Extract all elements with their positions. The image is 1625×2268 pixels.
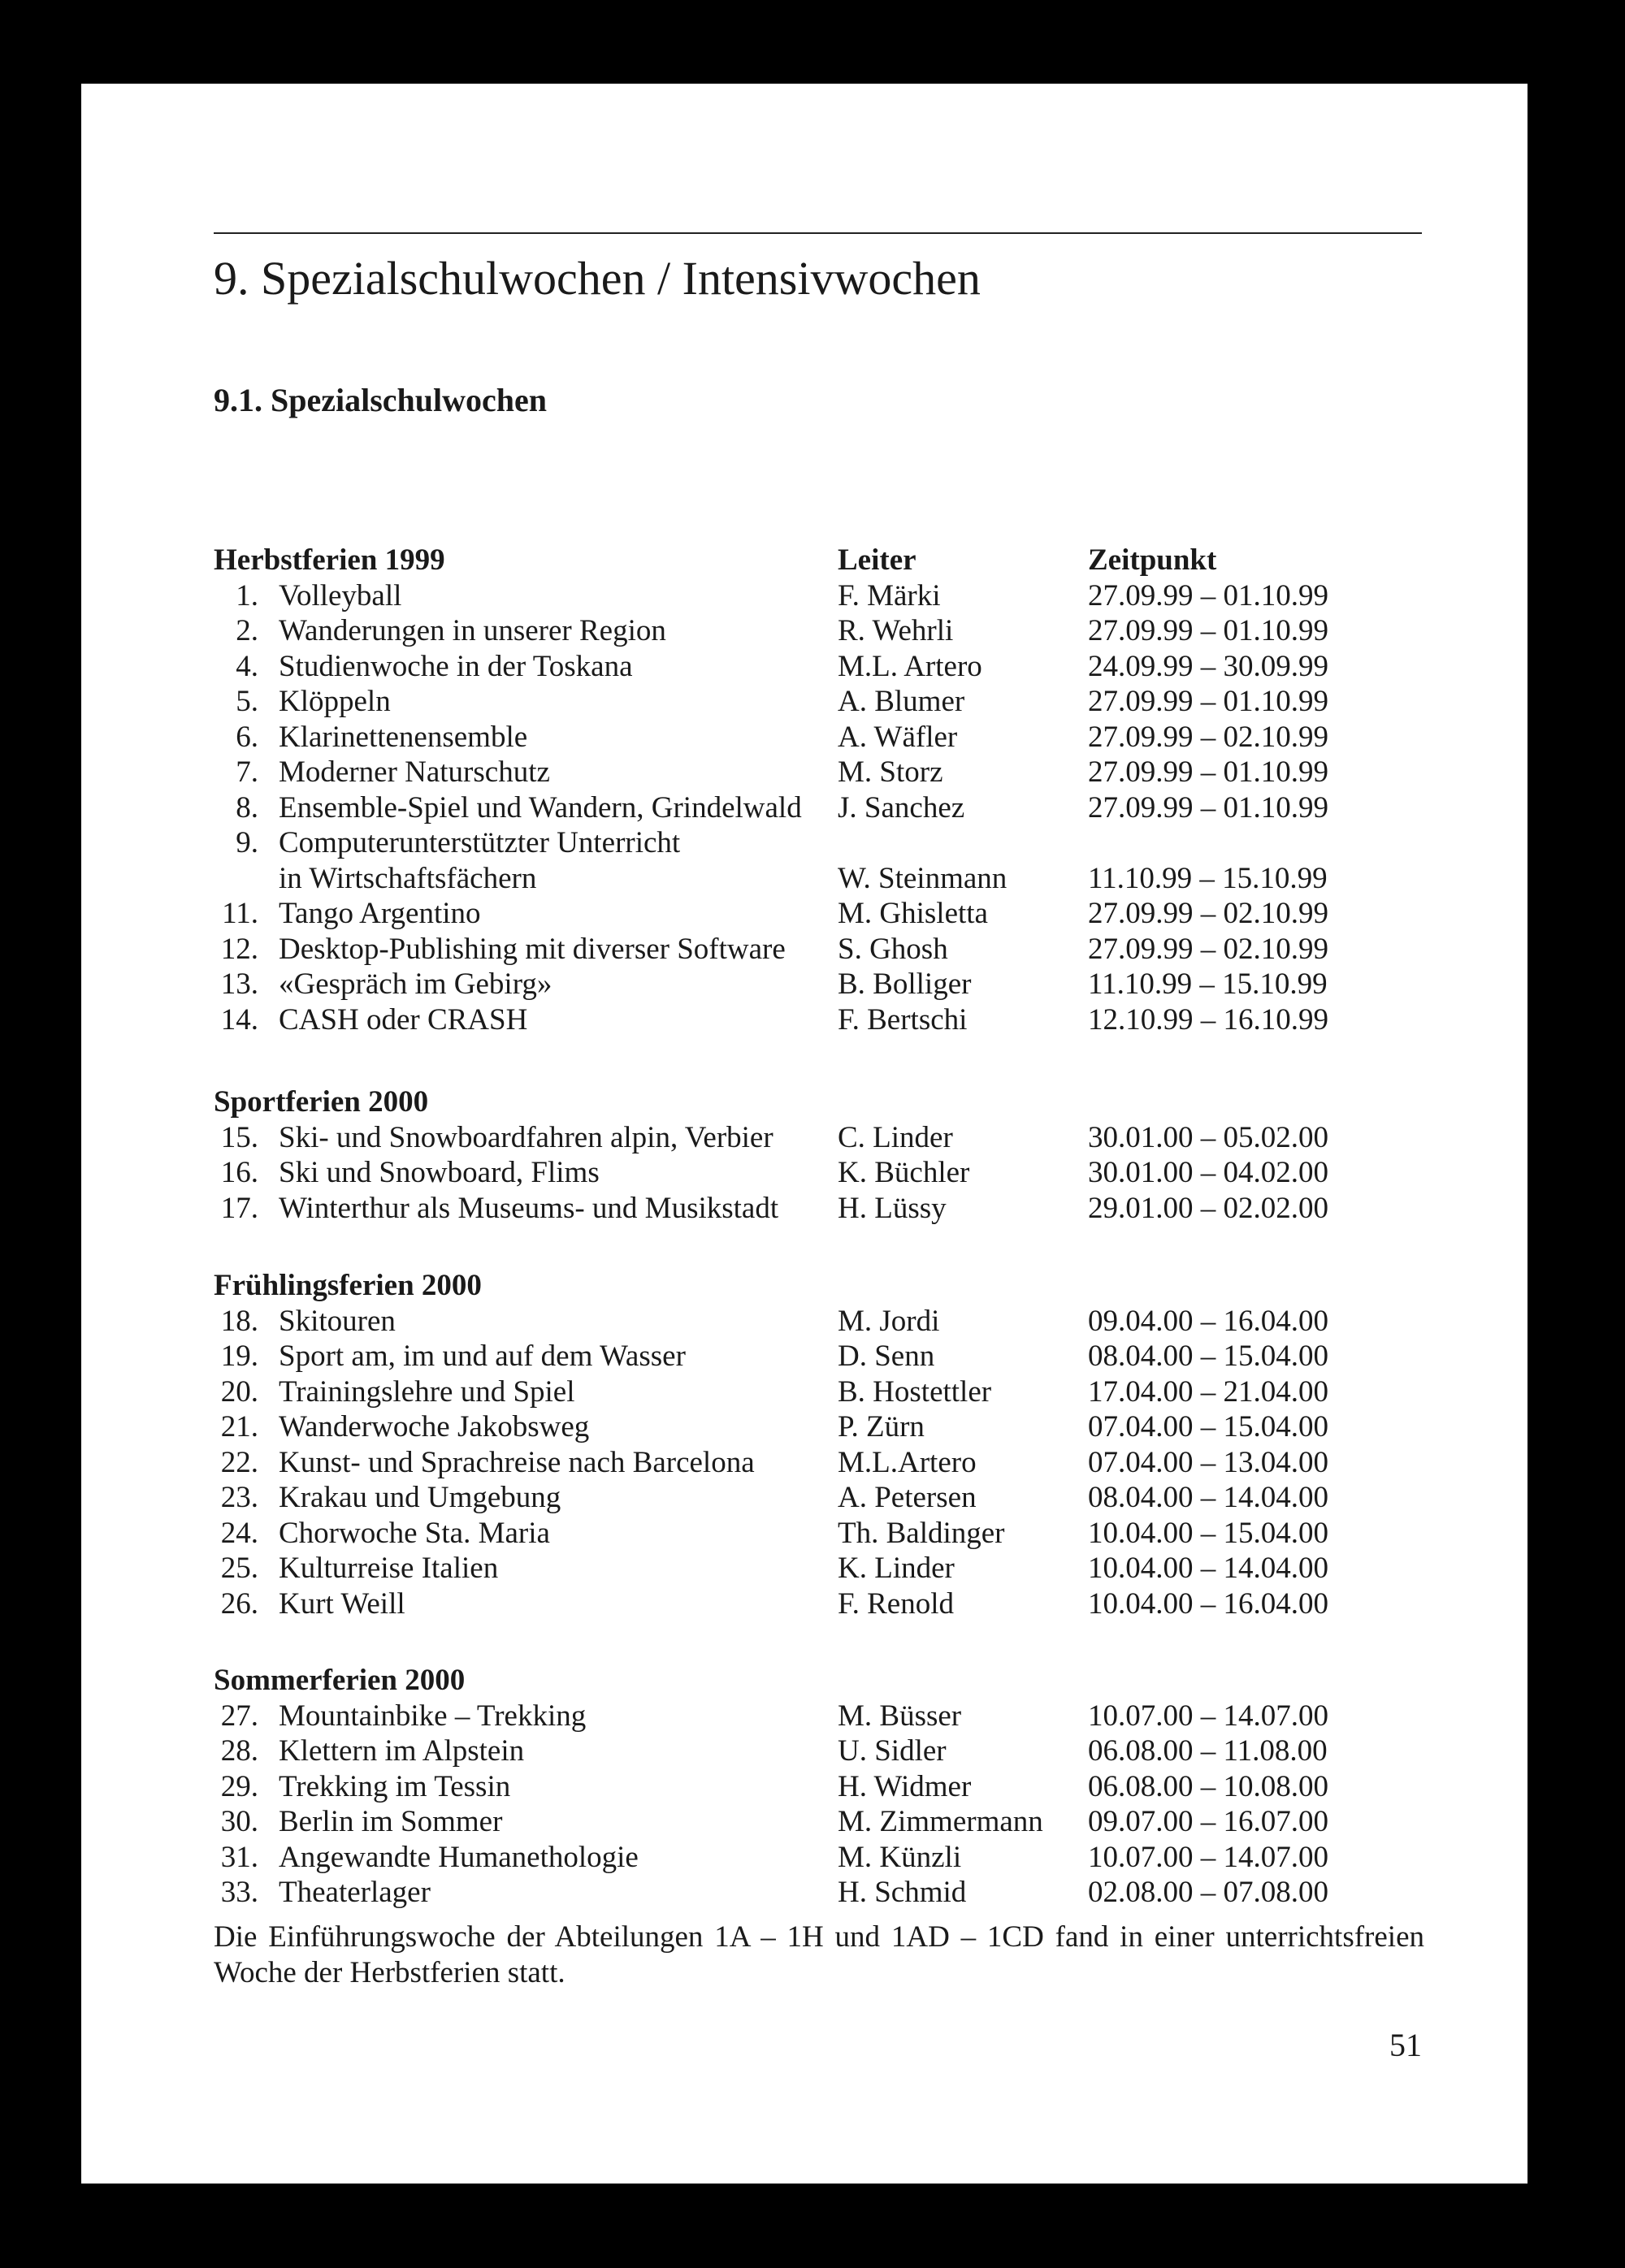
row-title: Klettern im Alpstein	[279, 1734, 525, 1768]
section-header	[214, 1268, 1424, 1304]
table-row	[214, 861, 1424, 897]
row-time: 11.10.99 – 15.10.99	[1088, 967, 1328, 1001]
row-time: 27.09.99 – 02.10.99	[1088, 720, 1328, 754]
row-number: 2.	[236, 614, 258, 647]
row-leader: S. Ghosh	[838, 932, 948, 966]
row-number: 4.	[236, 649, 258, 683]
row-time: 27.09.99 – 01.10.99	[1088, 614, 1328, 647]
row-time: 09.07.00 – 16.07.00	[1088, 1805, 1328, 1838]
column-header-time: Zeitpunkt	[1088, 543, 1217, 577]
row-number: 18.	[220, 1304, 258, 1338]
table-row	[214, 1769, 1424, 1805]
row-time: 06.08.00 – 10.08.00	[1088, 1769, 1328, 1803]
row-leader: A. Petersen	[838, 1481, 977, 1514]
table-row	[214, 1002, 1424, 1038]
row-title: Mountainbike – Trekking	[279, 1699, 587, 1733]
table-row	[214, 825, 1424, 861]
table-row	[214, 1840, 1424, 1876]
section-sommerferien	[214, 1663, 1424, 1911]
row-title: Chorwoche Sta. Maria	[279, 1516, 550, 1550]
row-title: Kunst- und Sprachreise nach Barcelona	[279, 1445, 755, 1479]
table-row	[214, 1374, 1424, 1410]
footnote-paragraph: Die Einführungswoche der Abteilungen 1A – 1H und 1AD – 1CD fand in einer unterrichtsfreien Woche der Herbstferien statt.	[214, 1920, 1424, 1989]
section-fruehlingsferien	[214, 1268, 1424, 1621]
row-time: 27.09.99 – 01.10.99	[1088, 578, 1328, 612]
table-row	[214, 1304, 1424, 1340]
row-leader: J. Sanchez	[838, 790, 965, 825]
table-row	[214, 1699, 1424, 1734]
section-header	[214, 1084, 1424, 1120]
row-number: 15.	[220, 1120, 258, 1154]
row-leader: Th. Baldinger	[838, 1516, 1005, 1550]
row-title: «Gespräch im Gebirg»	[279, 967, 552, 1001]
row-number: 19.	[220, 1340, 258, 1373]
row-number: 30.	[220, 1805, 258, 1838]
table-row	[214, 1804, 1424, 1840]
row-leader: F. Märki	[838, 578, 941, 612]
row-time: 10.04.00 – 14.04.00	[1088, 1552, 1328, 1585]
row-leader: W. Steinmann	[838, 861, 1008, 895]
row-time: 12.10.99 – 16.10.99	[1088, 1002, 1328, 1037]
section-heading: Frühlingsferien 2000	[214, 1269, 482, 1302]
row-time: 07.04.00 – 13.04.00	[1088, 1445, 1328, 1479]
section-heading: Sommerferien 2000	[214, 1664, 466, 1697]
row-leader: M. Ghisletta	[838, 897, 988, 930]
row-number: 13.	[220, 967, 258, 1001]
row-number: 26.	[220, 1586, 258, 1621]
row-number: 5.	[236, 685, 258, 718]
table-row	[214, 684, 1424, 720]
row-leader: P. Zürn	[838, 1410, 925, 1443]
table-row	[214, 790, 1424, 826]
row-number: 28.	[220, 1734, 258, 1768]
row-title: Winterthur als Museums- und Musikstadt	[279, 1191, 779, 1225]
row-time: 27.09.99 – 02.10.99	[1088, 897, 1328, 930]
row-leader: H. Lüssy	[838, 1191, 947, 1225]
section-herbstferien	[214, 543, 1424, 1037]
row-title: Ensemble-Spiel und Wandern, Grindelwald	[279, 790, 802, 825]
row-number: 1.	[236, 578, 258, 612]
row-time: 08.04.00 – 14.04.00	[1088, 1481, 1328, 1514]
row-time: 10.04.00 – 16.04.00	[1088, 1586, 1328, 1621]
row-time: 09.04.00 – 16.04.00	[1088, 1304, 1328, 1338]
row-leader: D. Senn	[838, 1340, 935, 1373]
row-title: Moderner Naturschutz	[279, 755, 550, 789]
row-leader: K. Linder	[838, 1552, 955, 1585]
row-leader: H. Widmer	[838, 1769, 972, 1803]
row-time: 29.01.00 – 02.02.00	[1088, 1191, 1328, 1225]
section-header	[214, 1663, 1424, 1699]
row-leader: H. Schmid	[838, 1876, 967, 1909]
row-number: 12.	[220, 932, 258, 966]
row-title: Berlin im Sommer	[279, 1805, 503, 1838]
document-page	[81, 84, 1528, 2184]
row-number: 11.	[222, 897, 258, 930]
row-leader: B. Bolliger	[838, 967, 972, 1001]
table-row	[214, 755, 1424, 790]
row-time: 27.09.99 – 01.10.99	[1088, 685, 1328, 718]
row-number: 14.	[220, 1002, 258, 1037]
table-row	[214, 1339, 1424, 1374]
row-leader: U. Sidler	[838, 1734, 947, 1768]
table-row	[214, 1733, 1424, 1769]
row-time: 07.04.00 – 15.04.00	[1088, 1410, 1328, 1443]
table-row	[214, 967, 1424, 1002]
row-leader: A. Wäfler	[838, 720, 958, 754]
row-time: 27.09.99 – 02.10.99	[1088, 932, 1328, 966]
table-row	[214, 1191, 1424, 1227]
table-row	[214, 932, 1424, 967]
row-title: in Wirtschaftsfächern	[279, 861, 537, 895]
row-leader: A. Blumer	[838, 685, 965, 718]
row-time: 10.07.00 – 14.07.00	[1088, 1840, 1328, 1874]
section-header	[214, 543, 1424, 578]
row-number: 6.	[236, 720, 258, 754]
row-time: 17.04.00 – 21.04.00	[1088, 1374, 1328, 1409]
row-title: Klarinettenensemble	[279, 720, 528, 754]
section-title: 9.1. Spezialschulwochen	[214, 382, 548, 418]
row-time: 02.08.00 – 07.08.00	[1088, 1876, 1328, 1909]
table-row	[214, 613, 1424, 649]
row-leader: R. Wehrli	[838, 614, 954, 647]
row-time: 27.09.99 – 01.10.99	[1088, 755, 1328, 789]
table-row	[214, 1586, 1424, 1622]
row-number: 31.	[220, 1840, 258, 1874]
row-number: 9.	[236, 826, 258, 859]
row-title: Volleyball	[279, 578, 402, 612]
section-heading: Sportferien 2000	[214, 1085, 429, 1119]
row-title: Krakau und Umgebung	[279, 1481, 561, 1514]
row-number: 8.	[236, 790, 258, 825]
row-leader: F. Bertschi	[838, 1002, 968, 1037]
row-number: 16.	[220, 1156, 258, 1189]
chapter-title: 9. Spezialschulwochen / Intensivwochen	[214, 252, 981, 305]
row-title: Wanderungen in unserer Region	[279, 614, 666, 647]
row-leader: K. Büchler	[838, 1156, 970, 1189]
row-title: Klöppeln	[279, 685, 391, 718]
row-title: Wanderwoche Jakobsweg	[279, 1410, 590, 1443]
table-row	[214, 1120, 1424, 1156]
row-time: 11.10.99 – 15.10.99	[1088, 861, 1328, 895]
row-leader: M.L. Artero	[838, 649, 982, 683]
table-row	[214, 578, 1424, 614]
row-time: 30.01.00 – 05.02.00	[1088, 1120, 1328, 1154]
row-number: 21.	[220, 1410, 258, 1443]
row-leader: M. Jordi	[838, 1304, 940, 1338]
row-title: Kurt Weill	[279, 1586, 405, 1621]
row-leader: M. Künzli	[838, 1840, 962, 1874]
row-leader: M. Zimmermann	[838, 1805, 1043, 1838]
row-time: 06.08.00 – 11.08.00	[1088, 1734, 1328, 1768]
section-heading: Herbstferien 1999	[214, 543, 445, 577]
page-number: 51	[1389, 2027, 1422, 2063]
table-row	[214, 1875, 1424, 1911]
row-leader: F. Renold	[838, 1586, 954, 1621]
row-number: 27.	[220, 1699, 258, 1733]
row-title: Theaterlager	[279, 1876, 431, 1909]
row-number: 25.	[220, 1552, 258, 1585]
table-row	[214, 1516, 1424, 1552]
row-time: 30.01.00 – 04.02.00	[1088, 1156, 1328, 1189]
table-row	[214, 720, 1424, 755]
row-number: 7.	[236, 755, 258, 789]
row-title: CASH oder CRASH	[279, 1002, 528, 1037]
row-title: Trainingslehre und Spiel	[279, 1374, 575, 1409]
row-number: 23.	[220, 1481, 258, 1514]
row-leader: B. Hostettler	[838, 1374, 992, 1409]
table-row	[214, 1551, 1424, 1586]
row-title: Ski- und Snowboardfahren alpin, Verbier	[279, 1120, 774, 1154]
row-number: 20.	[220, 1374, 258, 1409]
row-time: 08.04.00 – 15.04.00	[1088, 1340, 1328, 1373]
table-row	[214, 1155, 1424, 1191]
row-time: 10.04.00 – 15.04.00	[1088, 1516, 1328, 1550]
table-row	[214, 1409, 1424, 1445]
table-row	[214, 649, 1424, 685]
row-title: Kulturreise Italien	[279, 1552, 499, 1585]
row-leader: M. Storz	[838, 755, 943, 789]
row-title: Ski und Snowboard, Flims	[279, 1156, 600, 1189]
column-header-leader: Leiter	[838, 543, 916, 577]
top-rule	[214, 232, 1422, 234]
row-title: Computerunterstützter Unterricht	[279, 826, 681, 859]
row-title: Tango Argentino	[279, 897, 481, 930]
row-time: 10.07.00 – 14.07.00	[1088, 1699, 1328, 1733]
table-row	[214, 1445, 1424, 1481]
row-number: 24.	[220, 1516, 258, 1550]
row-leader: C. Linder	[838, 1120, 953, 1154]
section-sportferien	[214, 1084, 1424, 1226]
row-title: Desktop-Publishing mit diverser Software	[279, 932, 786, 966]
row-title: Angewandte Humanethologie	[279, 1840, 639, 1874]
row-title: Studienwoche in der Toskana	[279, 649, 633, 683]
row-number: 33.	[220, 1876, 258, 1909]
row-leader: M. Büsser	[838, 1699, 962, 1733]
row-time: 24.09.99 – 30.09.99	[1088, 649, 1328, 683]
table-row	[214, 896, 1424, 932]
row-title: Skitouren	[279, 1304, 396, 1338]
row-number: 29.	[220, 1769, 258, 1803]
table-row	[214, 1480, 1424, 1516]
row-title: Sport am, im und auf dem Wasser	[279, 1340, 686, 1373]
row-leader: M.L.Artero	[838, 1445, 977, 1479]
row-title: Trekking im Tessin	[279, 1769, 511, 1803]
row-number: 17.	[220, 1191, 258, 1225]
row-time: 27.09.99 – 01.10.99	[1088, 790, 1328, 825]
row-number: 22.	[220, 1445, 258, 1479]
